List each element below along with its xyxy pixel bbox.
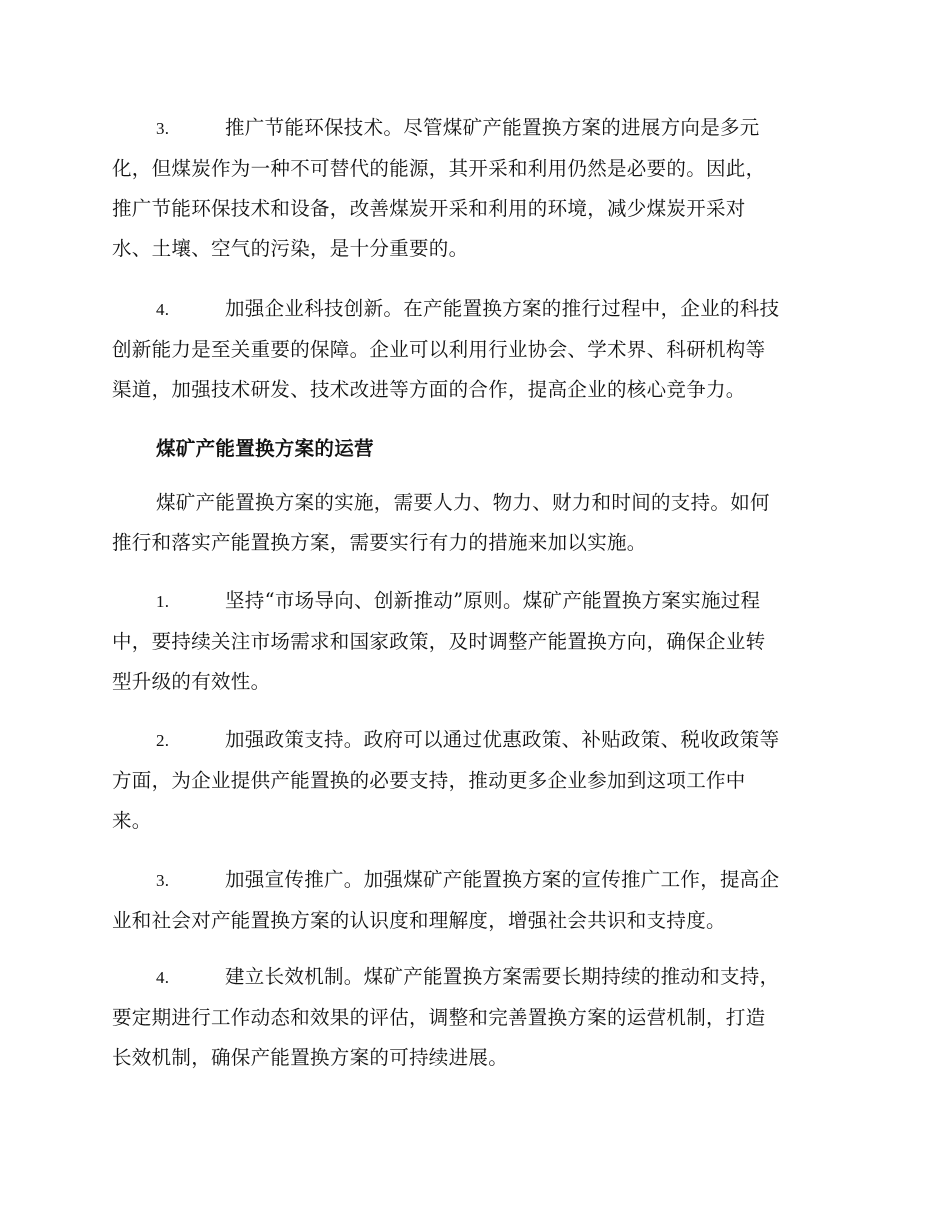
section-intro-paragraph <box>112 483 834 563</box>
list-number: 4. <box>156 300 170 319</box>
section-heading: 煤矿产能置换方案的运营 <box>156 437 374 460</box>
list-item-3-energy-saving <box>112 108 834 269</box>
paragraph-line: 推广节能环保技术和设备，改善煤炭开采和利用的环境，减少煤炭开采对 <box>112 197 746 220</box>
list-item-3-publicity <box>112 860 834 941</box>
paragraph-line: 创新能力是至关重要的保障。企业可以利用行业协会、学术界、科研机构等 <box>112 338 766 361</box>
paragraph-line: 业和社会对产能置换方案的认识度和理解度，增强社会共识和支持度。 <box>112 909 726 932</box>
paragraph-line: 型升级的有效性。 <box>112 670 271 693</box>
paragraph-line: 推行和落实产能置换方案，需要实行有力的措施来加以实施。 <box>112 531 647 554</box>
list-number: 1. <box>156 592 170 611</box>
paragraph-line: 来。 <box>112 809 152 832</box>
paragraph-line: 长效机制，确保产能置换方案的可持续进展。 <box>112 1046 509 1069</box>
list-item-4-tech-innovation <box>112 289 834 410</box>
paragraph-line: 3. 加强宣传推广。加强煤矿产能置换方案的宣传推广工作，提高企 <box>112 860 834 901</box>
list-number: 3. <box>156 119 170 138</box>
paragraph-line: 4. 加强企业科技创新。在产能置换方案的推行过程中，企业的科技 <box>112 289 834 330</box>
paragraph-line: 方面，为企业提供产能置换的必要支持，推动更多企业参加到这项工作中 <box>112 769 746 792</box>
paragraph-line: 化，但煤炭作为一种不可替代的能源，其开采和利用仍然是必要的。因此， <box>112 157 766 180</box>
list-number: 4. <box>156 968 170 987</box>
list-item-4-long-term-mechanism <box>112 957 834 1078</box>
paragraph-line: 4. 建立长效机制。煤矿产能置换方案需要长期持续的推动和支持， <box>112 957 834 998</box>
list-item-1-market-principle <box>112 581 834 702</box>
paragraph-line: 煤矿产能置换方案的实施，需要人力、物力、财力和时间的支持。如何 <box>156 491 770 514</box>
paragraph-line: 要定期进行工作动态和效果的评估，调整和完善置换方案的运营机制，打造 <box>112 1006 766 1029</box>
list-number: 3. <box>156 871 170 890</box>
list-number: 2. <box>156 731 170 750</box>
paragraph-line: 水、土壤、空气的污染，是十分重要的。 <box>112 237 469 260</box>
paragraph-line: 2. 加强政策支持。政府可以通过优惠政策、补贴政策、税收政策等 <box>112 720 834 761</box>
paragraph-line: 渠道，加强技术研发、技术改进等方面的合作，提高企业的核心竞争力。 <box>112 378 746 401</box>
paragraph-line: 中，要持续关注市场需求和国家政策，及时调整产能置换方向，确保企业转 <box>112 630 766 653</box>
paragraph-line: 1. 坚持“市场导向、创新推动”原则。煤矿产能置换方案实施过程 <box>112 581 834 622</box>
list-item-2-policy-support <box>112 720 834 841</box>
paragraph-line: 3. 推广节能环保技术。尽管煤矿产能置换方案的进展方向是多元 <box>112 108 834 149</box>
